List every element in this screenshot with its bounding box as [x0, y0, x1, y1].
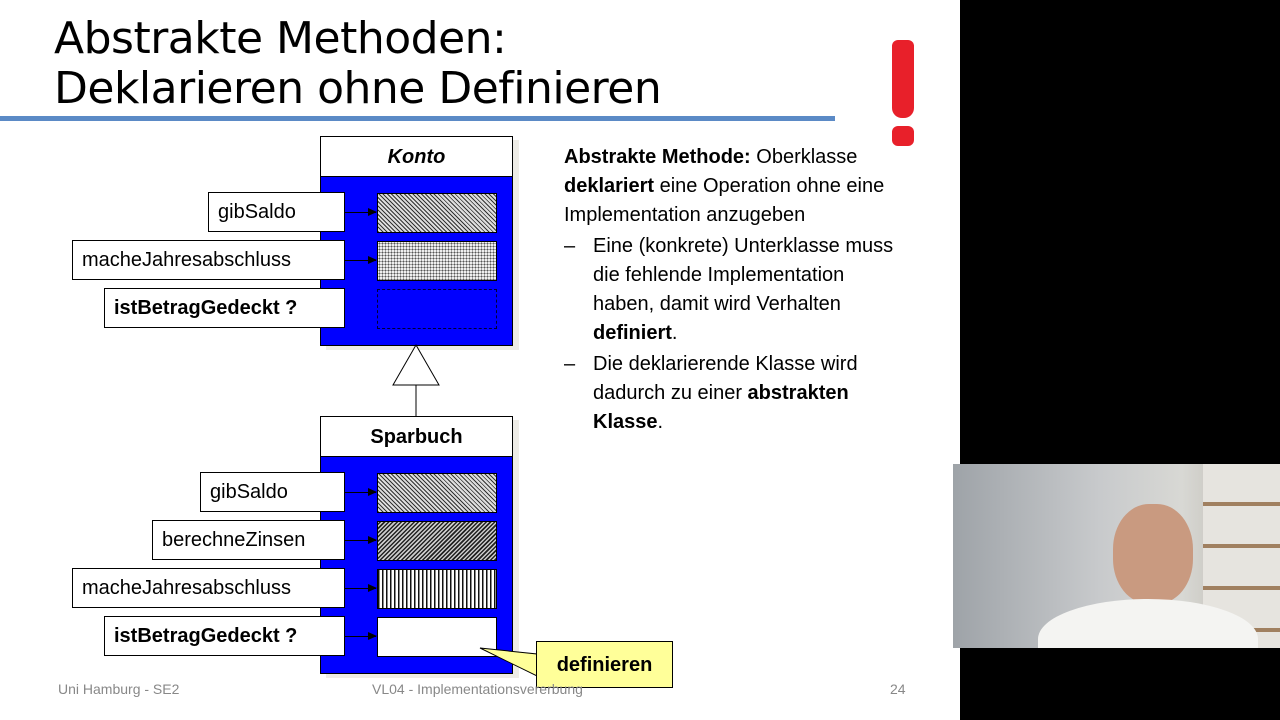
title-rule	[0, 116, 835, 121]
exclamation-icon	[890, 40, 916, 148]
sparbuch-method-berechnezinsen: berechneZinsen	[152, 520, 345, 560]
footer-left: Uni Hamburg - SE2	[58, 681, 180, 697]
method-impl-gibsaldo	[377, 473, 497, 513]
arrow	[345, 260, 376, 261]
slide-title	[54, 14, 661, 114]
explanation-text: Abstrakte Methode: Oberklasse deklariert eine Operation ohne eine Implementation anzugeben – Eine (konkrete) Unterklasse muss die fehlende Implementation haben, damit wird Verhalten definiert. – Die deklarierende Klasse wird dadurch zu einer abstrakten Klasse.	[564, 143, 904, 437]
inheritance-arrow	[390, 344, 442, 418]
bullet-2: – Die deklarierende Klasse wird dadurch zu einer abstrakten Klasse.	[564, 350, 904, 437]
callout-definieren: definieren	[536, 641, 673, 688]
class-konto-name: Konto	[321, 137, 512, 177]
arrow	[345, 212, 376, 213]
method-abstract-istbetraggedeckt	[377, 289, 497, 329]
class-sparbuch-name: Sparbuch	[321, 417, 512, 457]
konto-method-machejahresabschluss: macheJahresabschluss	[72, 240, 345, 280]
footer-center: VL04 - Implementationsvererbung	[372, 681, 583, 697]
sparbuch-method-gibsaldo: gibSaldo	[200, 472, 345, 512]
sparbuch-method-machejahresabschluss: macheJahresabschluss	[72, 568, 345, 608]
konto-method-istbetraggedeckt: istBetragGedeckt ?	[104, 288, 345, 328]
title-line-2: Deklarieren ohne Definieren	[54, 63, 662, 114]
page-number: 24	[890, 681, 906, 697]
method-impl-gibsaldo	[377, 193, 497, 233]
method-impl-machejahresabschluss	[377, 569, 497, 609]
method-impl-machejahresabschluss	[377, 241, 497, 281]
arrow	[345, 636, 376, 637]
class-konto	[320, 136, 513, 346]
callout-pointer	[478, 640, 540, 680]
sparbuch-method-istbetraggedeckt: istBetragGedeckt ?	[104, 616, 345, 656]
webcam-video	[953, 464, 1280, 648]
arrow	[345, 540, 376, 541]
title-line-1: Abstrakte Methoden:	[54, 13, 507, 64]
arrow	[345, 492, 376, 493]
bullet-1: – Eine (konkrete) Unterklasse muss die fehlende Implementation haben, damit wird Verhalten definiert.	[564, 232, 904, 348]
konto-method-gibsaldo: gibSaldo	[208, 192, 345, 232]
arrow	[345, 588, 376, 589]
method-impl-berechnezinsen	[377, 521, 497, 561]
